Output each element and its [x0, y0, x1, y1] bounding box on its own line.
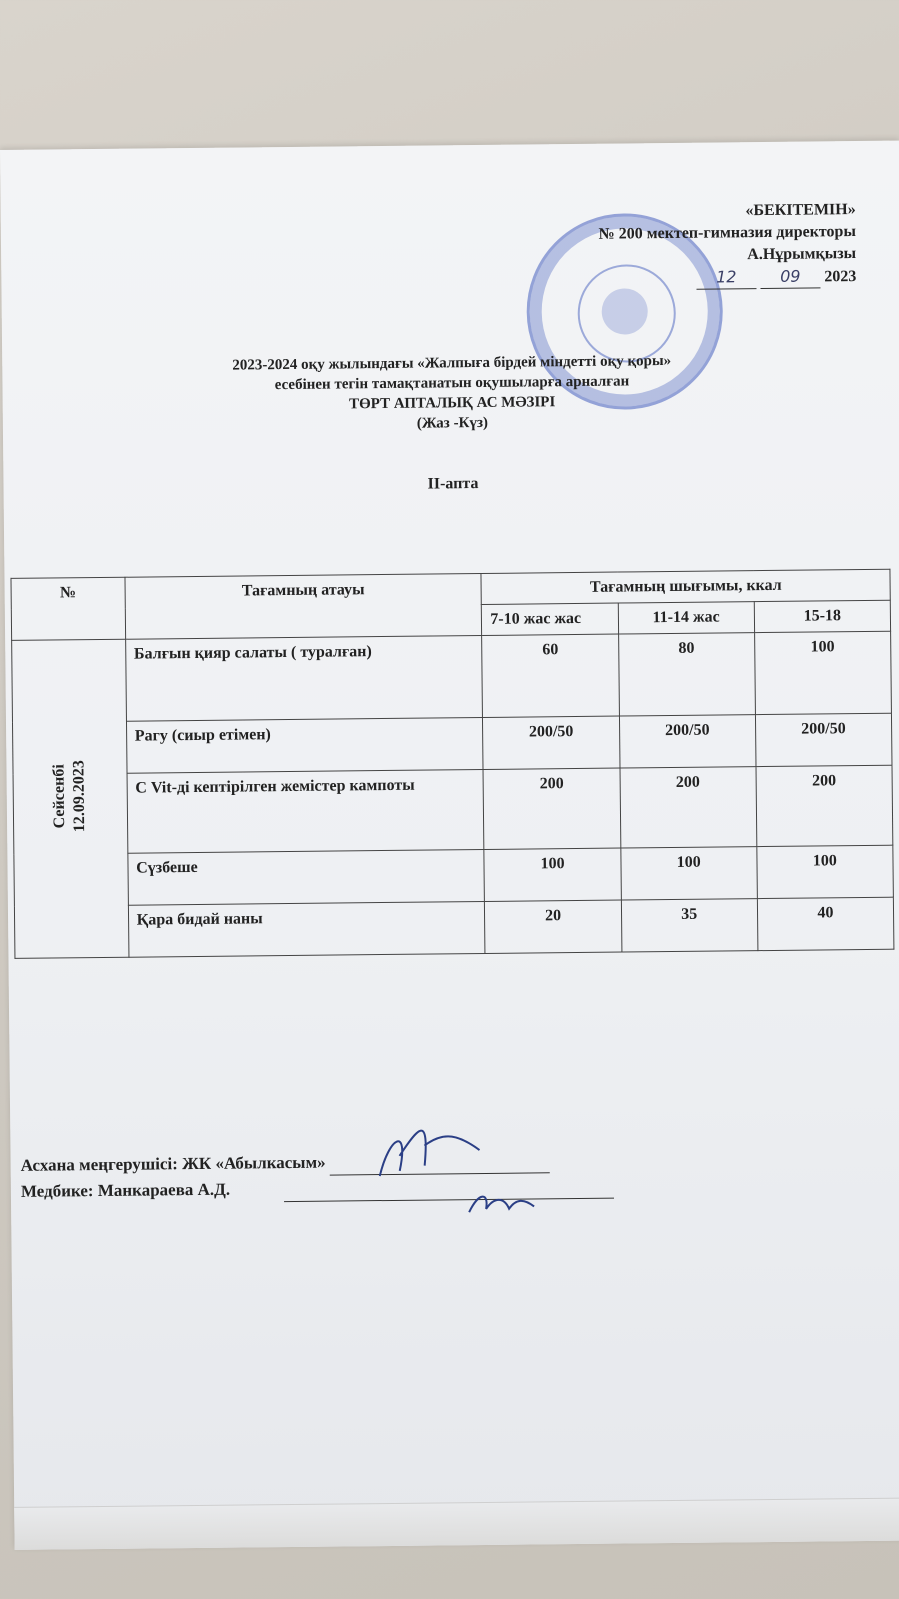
approval-director: № 200 мектеп-гимназия директоры: [598, 223, 856, 243]
document-heading: [2, 349, 899, 438]
approval-name: А.Нұрымқызы: [747, 245, 857, 264]
dish-value-15-18: 200/50: [755, 713, 892, 766]
age-group-1: 7-10 жас жас: [482, 603, 618, 635]
dish-name: Рагу (сиыр етімен): [126, 717, 483, 773]
table-row: [12, 713, 891, 774]
day-label: [50, 760, 91, 832]
age-group-3: 15-18: [754, 600, 891, 632]
signature-block: [21, 1147, 615, 1205]
approval-block: [598, 199, 856, 291]
age-group-2: 11-14 жас: [618, 602, 754, 634]
document-sheet: [0, 141, 899, 1550]
dish-name: Қара бидай наны: [128, 901, 485, 957]
day-cell: [12, 639, 129, 958]
dish-value-15-18: 100: [754, 631, 891, 714]
dish-value-7-10: 200/50: [483, 716, 620, 769]
approval-day: 12: [696, 266, 756, 290]
dish-value-7-10: 60: [482, 634, 619, 717]
dish-name: Сүзбеше: [128, 849, 485, 905]
dish-value-11-14: 100: [620, 847, 757, 900]
dish-name: С Vit-ді кептірілген жемістер кампоты: [127, 769, 485, 853]
approval-year: 2023: [824, 268, 857, 286]
week-label: II-апта: [427, 475, 479, 493]
paper-bottom-edge: [14, 1498, 899, 1550]
dish-value-15-18: 40: [757, 897, 894, 950]
dish-value-15-18: 100: [757, 845, 894, 898]
table-row: [12, 631, 892, 722]
dish-value-7-10: 20: [485, 900, 622, 953]
dish-value-7-10: 200: [483, 768, 620, 849]
heading-line-2: есебінен тегін тамақтанатын оқушыларға арналған: [274, 373, 630, 394]
header-dish-name: Тағамның атауы: [125, 573, 482, 639]
day-name: Сейсенбі: [50, 764, 69, 829]
dish-value-7-10: 100: [484, 848, 621, 901]
canteen-handwritten-signature: [369, 1115, 490, 1186]
dish-value-11-14: 80: [618, 633, 755, 716]
approval-title: «БЕКІТЕМІН»: [745, 201, 856, 220]
nurse-signature-line: [21, 1173, 615, 1205]
nurse-handwritten-signature: [464, 1186, 544, 1217]
approval-month: 09: [760, 265, 820, 289]
dish-value-15-18: 200: [756, 765, 893, 846]
day-date: 12.09.2023: [70, 760, 89, 833]
table-row: [14, 897, 893, 958]
table-row: [13, 765, 893, 854]
heading-line-1: 2023-2024 оқу жылындағы «Жалпыға бірдей міндетті оқу қоры»: [232, 352, 672, 374]
signature-underline: [284, 1198, 614, 1202]
menu-table: [10, 569, 894, 959]
nurse-label: Медбике: Манкараева А.Д.: [20, 1179, 231, 1201]
dish-value-11-14: 200: [620, 767, 757, 848]
dish-value-11-14: 35: [621, 899, 758, 952]
approval-date: [696, 265, 856, 290]
heading-line-4: (Жаз -Күз): [416, 414, 489, 432]
heading-line-3: ТӨРТ АПТАЛЫҚ АС МӘЗІРІ: [349, 394, 556, 413]
header-number: №: [11, 577, 125, 640]
canteen-manager-label: Асхана меңгерушісі: ЖК «Абылкасым»: [20, 1152, 326, 1175]
dish-name: Балғын қияр салаты ( туралған): [125, 635, 483, 721]
seal-emblem: [601, 288, 647, 334]
table-row: [14, 845, 893, 906]
header-output: Тағамның шығымы, ккал: [481, 569, 890, 604]
dish-value-11-14: 200/50: [619, 715, 756, 768]
